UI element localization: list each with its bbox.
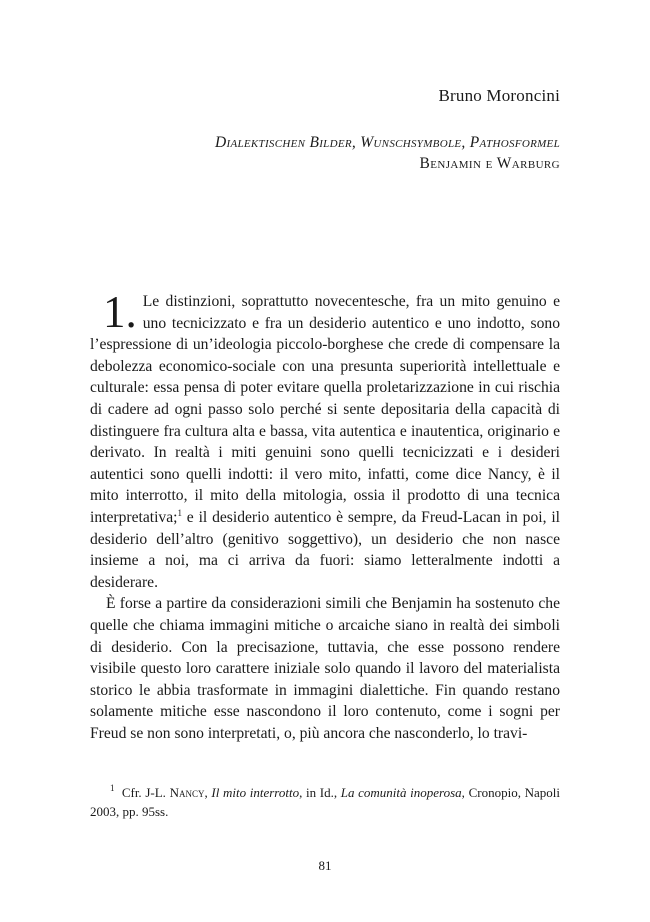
paragraph-1-text-a: Le distinzioni, soprattutto novecentesche, fra un mito genuino e uno tecnicizzato e fra un desiderio autentico e uno indotto, sono l’espressione di un’ideologia piccolo-borghese che crede di compensare la debolezza economico-sociale con una presunta superiorità intellettuale e culturale: essa pensa di poter evitare quella proletarizzazione in cui rischia di cadere ad ogni passo solo perché si sente depositaria della capacità di distinguere fra cultura alta e bassa, vita autentica e inautentica, originario e derivato. In realtà i miti genuini sono quelli tecnicizzati e i desideri autentici sono quelli indotti: il vero mito, infatti, come dice Nancy, è il mito interrotto, il mito della mitologia, ossia il prodotto di una tecnica interpretativa; bbox=[90, 293, 560, 526]
footnote-text-b: , bbox=[204, 785, 212, 800]
paragraph-1-text-b: e il desiderio autentico è sempre, da Freud-Lacan in poi, il desiderio dell’altro (genitivo soggettivo), un desiderio che non nasce insieme a noi, ma ci arriva da fuori: siamo letteralmente indotti a desiderare. bbox=[90, 508, 560, 591]
section-number: 1. bbox=[103, 287, 137, 337]
footnote-book-title: La comunità inoperosa bbox=[340, 785, 462, 800]
author-name: Bruno Moroncini bbox=[438, 86, 560, 105]
body-text bbox=[90, 287, 560, 744]
footnote bbox=[90, 783, 560, 821]
footnote-number: 1 bbox=[110, 783, 115, 793]
footnote-author: Nancy bbox=[169, 785, 205, 800]
footnote-text-d: , Cronopio, Napoli 2003, pp. 95ss. bbox=[90, 785, 560, 819]
title-line-1: Dialektischen Bilder, Wunschsymbole, Pathosformel bbox=[215, 134, 560, 151]
page-number: 81 bbox=[318, 858, 332, 873]
title-line-2: Benjamin e Warburg bbox=[419, 155, 560, 172]
footnote-text-c: , in Id., bbox=[299, 785, 341, 800]
paragraph-2: È forse a partire da considerazioni simili che Benjamin ha sostenuto che quelle che chiama immagini mitiche o arcaiche siano in realtà dei simboli di desiderio. Con la precisazione, tuttavia, che esse possono rendere visibile questo loro carattere iniziale solo quando il lavoro del materialista storico le abbia trasformate in immagini dialettiche. Fin quando restano solamente mitiche esse nascondono il loro contenuto, come i sogni per Freud se non sono interpretati, o, più ancora che nasconderlo, lo travi- bbox=[90, 595, 560, 742]
article-title bbox=[215, 132, 560, 174]
footnote-work-title: Il mito interrotto bbox=[211, 785, 300, 800]
footnote-reference[interactable]: 1 bbox=[177, 507, 182, 518]
paragraph-1 bbox=[90, 287, 560, 593]
footnote-text-a: Cfr. J-L. bbox=[121, 785, 170, 800]
